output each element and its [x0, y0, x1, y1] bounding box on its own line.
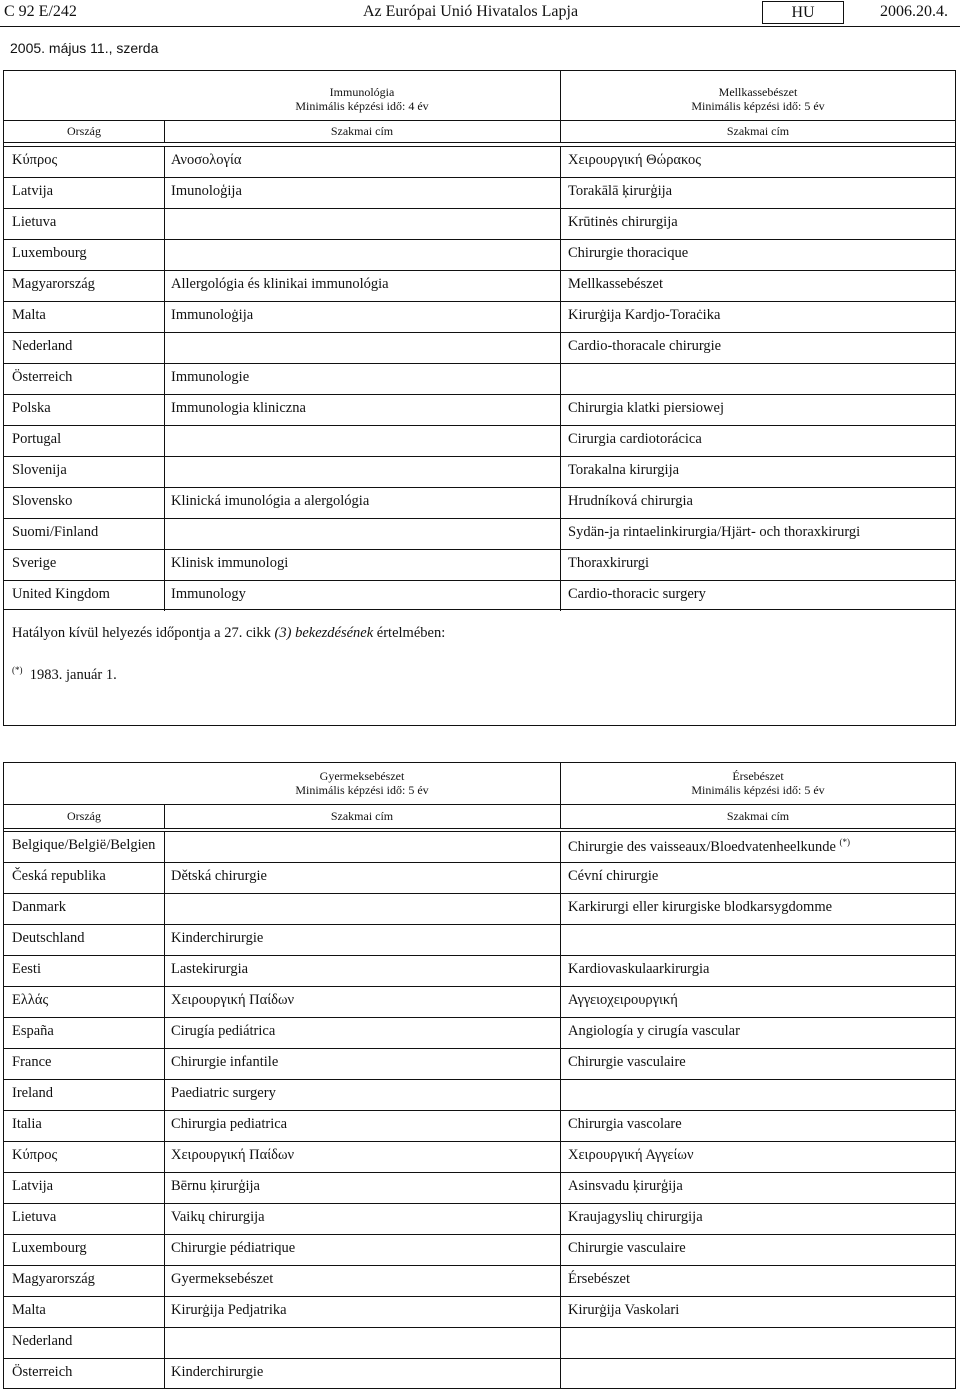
title-text: Cévní chirurgie [568, 868, 659, 884]
repeal-note [12, 625, 445, 642]
country-cell: Luxembourg [12, 1240, 87, 1256]
title-text: Chirurgie vasculaire [568, 1240, 686, 1256]
country-cell: Deutschland [12, 930, 85, 946]
row-divider [4, 425, 956, 426]
note-italic: (3) bekezdésének [274, 625, 374, 641]
row-divider [4, 955, 956, 956]
note-text: 1983. január 1. [29, 666, 117, 683]
title-cell [568, 837, 850, 856]
title-cell [568, 400, 724, 417]
divider [4, 609, 956, 610]
row-divider [4, 1265, 956, 1266]
country-cell: Malta [12, 1302, 46, 1318]
title-cell [568, 338, 721, 355]
row-divider [4, 1110, 956, 1111]
row-divider [4, 893, 956, 894]
row-divider [4, 177, 956, 178]
row-divider [4, 1234, 956, 1235]
journal-title: Az Európai Unió Hivatalos Lapja [363, 3, 579, 20]
row-divider [4, 924, 956, 925]
country-cell: Κύπρος [12, 1147, 58, 1163]
title-cell [568, 307, 720, 324]
country-cell: Lietuva [12, 1209, 57, 1225]
title-cell [568, 1147, 694, 1164]
group-title: Immunológia [329, 85, 395, 99]
group-title: Érsebészet [732, 769, 784, 783]
country-cell: United Kingdom [12, 586, 110, 602]
divider [164, 120, 165, 142]
title-cell [568, 493, 693, 510]
column-divider [560, 831, 561, 1389]
row-divider [4, 1203, 956, 1204]
title-text: Αγγειοχειρουργική [568, 992, 678, 1008]
issue-date: 2006.20.4. [880, 3, 948, 20]
title-text: Chirurgia vascolare [568, 1116, 682, 1132]
group-header-immunology [164, 85, 560, 113]
title-text: Χειρουργική Αγγείων [568, 1147, 694, 1163]
title-cell [568, 214, 678, 231]
divider [560, 804, 561, 828]
column-header-country: Ország [67, 124, 101, 138]
country-cell: Nederland [12, 1333, 73, 1349]
language-badge: HU [762, 1, 844, 24]
title-cell: Klinická imunológia a alergológia [171, 493, 370, 509]
title-cell [568, 431, 702, 448]
title-text: Sydän-ja rintaelinkirurgia/Hjärt- och thoraxkirurgi [568, 524, 861, 540]
title-cell [568, 245, 688, 262]
title-text: Kraujagyslių chirurgija [568, 1209, 703, 1225]
country-cell: Κύπρος [12, 152, 58, 168]
title-text: Angiología y cirugía vascular [568, 1023, 740, 1039]
country-cell: Latvija [12, 183, 54, 199]
title-text: Chirurgia klatki piersiowej [568, 400, 724, 416]
title-cell [568, 1209, 703, 1226]
row-divider [4, 487, 956, 488]
row-divider [4, 1327, 956, 1328]
column-divider [164, 831, 165, 1389]
row-divider [4, 363, 956, 364]
row-divider [4, 1172, 956, 1173]
table-immunology-thoracic [3, 70, 956, 726]
title-cell [568, 1054, 686, 1071]
title-cell: Gyermeksebészet [171, 1271, 274, 1287]
title-text: Cardio-thoracic surgery [568, 586, 706, 602]
group-subtitle: Minimális képzési idő: 4 év [295, 99, 429, 113]
title-cell: Paediatric surgery [171, 1085, 276, 1101]
title-cell: Vaikų chirurgija [171, 1209, 265, 1225]
row-divider [4, 146, 956, 147]
country-cell: Italia [12, 1116, 42, 1132]
country-cell: Ελλάς [12, 992, 49, 1008]
title-cell [568, 586, 706, 603]
title-cell [568, 992, 678, 1009]
title-cell: Cirugía pediátrica [171, 1023, 276, 1039]
title-cell: Kinderchirurgie [171, 1364, 264, 1380]
footnote-mark: (*) [839, 837, 851, 847]
title-cell: Immunologie [171, 369, 250, 385]
row-divider [4, 1048, 956, 1049]
note-text: értelmében: [373, 625, 446, 641]
footnote-mark: (*) [12, 665, 23, 675]
row-divider [4, 270, 956, 271]
title-text: Karkirurgi eller kirurgiske blodkarsygdomme [568, 899, 833, 915]
title-cell [568, 868, 658, 885]
title-cell: Lastekirurgia [171, 961, 249, 977]
row-divider [4, 549, 956, 550]
group-subtitle: Minimális képzési idő: 5 év [295, 783, 429, 797]
column-header-title: Szakmai cím [330, 124, 394, 138]
title-text: Cirurgia cardiotorácica [568, 431, 702, 447]
title-cell: Immunology [171, 586, 246, 602]
title-text: Cardio-thoracale chirurgie [568, 338, 722, 354]
divider [560, 71, 561, 121]
divider [164, 804, 165, 828]
row-divider [4, 332, 956, 333]
divider [4, 120, 956, 121]
column-header-title: Szakmai cím [726, 124, 790, 138]
column-header-country: Ország [67, 809, 101, 823]
title-cell [568, 152, 701, 169]
title-cell [568, 462, 679, 479]
repeal-date-note [12, 665, 117, 684]
title-cell: Klinisk immunologi [171, 555, 289, 571]
title-text: Chirurgie des vaisseaux/Bloedvatenheelkunde [568, 838, 836, 855]
title-text: Krūtinės chirurgija [568, 214, 678, 230]
column-header-title: Szakmai cím [726, 809, 790, 823]
title-cell: Allergológia és klinikai immunológia [171, 276, 389, 292]
title-cell: Bērnu ķirurģija [171, 1178, 260, 1194]
header-rule [0, 26, 960, 27]
row-divider [4, 456, 956, 457]
title-cell: Χειρουργική Παίδων [171, 1147, 295, 1163]
title-text: Kirurġija Kardjo-Toraċika [568, 307, 721, 323]
title-text: Mellkassebészet [568, 276, 664, 292]
title-cell [568, 899, 832, 916]
title-cell: Ανοσολογία [171, 152, 242, 168]
row-divider [4, 1079, 956, 1080]
row-divider [4, 1296, 956, 1297]
group-title: Gyermeksebészet [319, 769, 405, 783]
session-date: 2005. május 11., szerda [10, 40, 159, 56]
title-cell: Imunoloģija [171, 183, 242, 199]
title-cell [568, 961, 709, 978]
title-cell: Chirurgie infantile [171, 1054, 279, 1070]
title-text: Kardiovaskulaarkirurgia [568, 961, 710, 977]
country-cell: Malta [12, 307, 46, 323]
table-paediatric-vascular [3, 762, 956, 1389]
title-cell [568, 1178, 683, 1195]
column-divider [164, 146, 165, 611]
row-divider [4, 518, 956, 519]
country-cell: Slovenija [12, 462, 67, 478]
country-cell: Magyarország [12, 1271, 95, 1287]
country-cell: Österreich [12, 369, 73, 385]
row-divider [4, 208, 956, 209]
country-cell: Luxembourg [12, 245, 87, 261]
title-cell [568, 555, 649, 572]
divider [560, 763, 561, 805]
title-cell [568, 1023, 740, 1040]
title-cell: Immunoloġija [171, 307, 254, 323]
country-cell: Magyarország [12, 276, 95, 292]
title-text: Érsebészet [568, 1271, 630, 1287]
title-cell [568, 1302, 679, 1319]
title-text: Torakālā ķirurģija [568, 183, 673, 199]
title-cell: Chirurgie pédiatrique [171, 1240, 296, 1256]
title-cell: Χειρουργική Παίδων [171, 992, 295, 1008]
group-header-vascular-surgery [560, 769, 956, 797]
divider [4, 804, 956, 805]
country-cell: Ireland [12, 1085, 54, 1101]
country-cell: Danmark [12, 899, 66, 915]
title-cell [568, 1116, 682, 1133]
row-divider [4, 986, 956, 987]
divider [4, 828, 956, 829]
column-divider [560, 146, 561, 611]
country-cell: Portugal [12, 431, 62, 447]
country-cell: Belgique/België/Belgien [12, 837, 156, 853]
country-cell: Polska [12, 400, 51, 416]
title-cell [568, 524, 860, 541]
divider [4, 142, 956, 143]
title-cell [568, 1240, 686, 1257]
country-cell: Česká republika [12, 868, 106, 884]
column-header-title: Szakmai cím [330, 809, 394, 823]
country-cell: Latvija [12, 1178, 54, 1194]
country-cell: Slovensko [12, 493, 73, 509]
title-cell [568, 1271, 630, 1288]
country-cell: Österreich [12, 1364, 73, 1380]
title-cell [568, 276, 663, 293]
journal-reference: C 92 E/242 [4, 3, 77, 20]
title-text: Thoraxkirurgi [568, 555, 650, 571]
row-divider [4, 580, 956, 581]
title-cell [568, 183, 672, 200]
country-cell: Nederland [12, 338, 73, 354]
divider [560, 120, 561, 142]
title-cell: Immunologia kliniczna [171, 400, 306, 416]
country-cell: España [12, 1023, 54, 1039]
row-divider [4, 862, 956, 863]
title-cell: Dětská chirurgie [171, 868, 267, 884]
group-subtitle: Minimális képzési idő: 5 év [691, 783, 825, 797]
group-header-paediatric-surgery [164, 769, 560, 797]
title-text: Hrudníková chirurgia [568, 493, 693, 509]
group-subtitle: Minimális képzési idő: 5 év [691, 99, 825, 113]
row-divider [4, 1017, 956, 1018]
title-text: Chirurgie vasculaire [568, 1054, 686, 1070]
country-cell: Lietuva [12, 214, 57, 230]
group-title: Mellkassebészet [718, 85, 798, 99]
country-cell: Suomi/Finland [12, 524, 99, 540]
country-cell: France [12, 1054, 52, 1070]
title-cell: Kirurġija Pedjatrika [171, 1302, 287, 1318]
title-text: Chirurgie thoracique [568, 245, 689, 261]
note-text: Hatályon kívül helyezés időpontja a 27. cikk [12, 625, 275, 641]
row-divider [4, 1141, 956, 1142]
row-divider [4, 831, 956, 832]
country-cell: Sverige [12, 555, 57, 571]
title-text: Χειρουργική Θώρακος [568, 152, 702, 168]
row-divider [4, 394, 956, 395]
title-text: Kirurġija Vaskolari [568, 1302, 680, 1318]
group-header-thoracic-surgery [560, 85, 956, 113]
country-cell: Eesti [12, 961, 41, 977]
title-text: Torakalna kirurgija [568, 462, 680, 478]
row-divider [4, 239, 956, 240]
title-text: Asinsvadu ķirurģija [568, 1178, 683, 1194]
row-divider [4, 1358, 956, 1359]
title-cell: Chirurgia pediatrica [171, 1116, 288, 1132]
row-divider [4, 301, 956, 302]
title-cell: Kinderchirurgie [171, 930, 264, 946]
